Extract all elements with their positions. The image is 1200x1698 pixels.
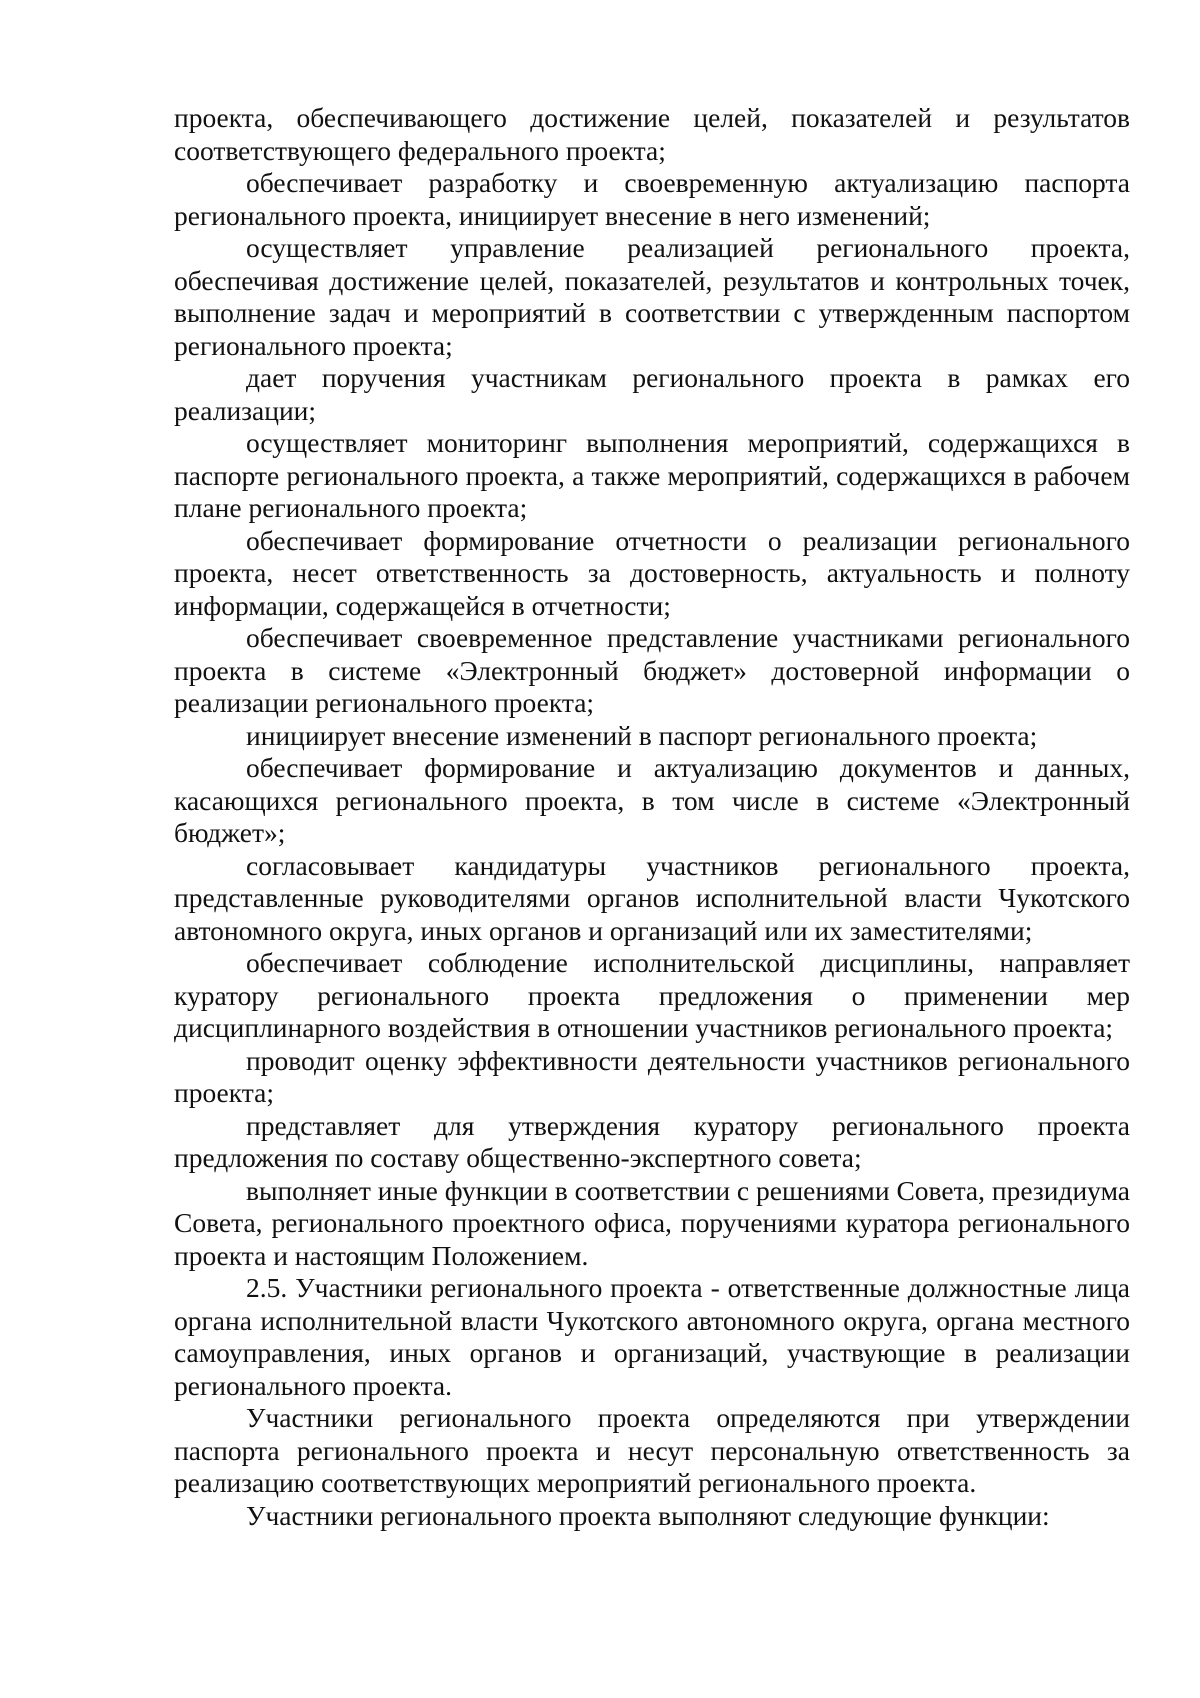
paragraph-item: Участники регионального проекта выполняют следующие функции:	[246, 1499, 1050, 1531]
paragraph-item: выполняет иные функции в соответствии с решениями Совета, президиума Совета, регионального проектного офиса, поручениями куратора регионального проекта и настоящим Положением.	[174, 1174, 1130, 1271]
paragraph-item: обеспечивает своевременное представление участниками регионального проекта в системе «Электронный бюджет» достоверной информации о реализации регионального проекта;	[174, 622, 1130, 718]
paragraph-item: обеспечивает разработку и своевременную актуализацию паспорта регионального проекта, инициирует внесение в него изменений;	[174, 167, 1130, 231]
paragraph-item: осуществляет мониторинг выполнения мероприятий, содержащихся в паспорте регионального проекта, а также мероприятий, содержащихся в рабочем плане регионального проекта;	[174, 427, 1130, 523]
paragraph-item: инициирует внесение изменений в паспорт регионального проекта;	[246, 719, 1038, 751]
paragraph-item: согласовывает кандидатуры участников регионального проекта, представленные руководителями органов исполнительной власти Чукотского автономного округа, иных органов и организаций или их заместителями;	[174, 849, 1130, 946]
paragraph-item: осуществляет управление реализацией регионального проекта, обеспечивая достижение целей, показателей, результатов и контрольных точек, выполнение задач и мероприятий в соответствии с утвержденным паспортом регионального проекта;	[174, 232, 1130, 361]
paragraph-item: Участники регионального проекта определяются при утверждении паспорта регионального проекта и несут персональную ответственность за реализацию соответствующих мероприятий регионального проекта.	[174, 1402, 1130, 1498]
document-body	[174, 102, 1130, 1532]
paragraph-item: проводит оценку эффективности деятельности участников регионального проекта;	[174, 1044, 1130, 1108]
paragraph-continuation: проекта, обеспечивающего достижение целей, показателей и результатов соответствующего федерального проекта;	[174, 102, 1130, 166]
paragraph-item: обеспечивает формирование и актуализацию документов и данных, касающихся регионального проекта, в том числе в системе «Электронный бюджет»;	[174, 752, 1130, 848]
section-paragraph: 2.5. Участники регионального проекта - ответственные должностные лица органа исполнительной власти Чукотского автономного округа, органа местного самоуправления, иных органов и организаций, участвующие в реализации регионального проекта.	[174, 1272, 1130, 1401]
paragraph-item: обеспечивает формирование отчетности о реализации регионального проекта, несет ответственность за достоверность, актуальность и полноту информации, содержащейся в отчетности;	[174, 524, 1130, 621]
paragraph-item: дает поручения участникам регионального проекта в рамках его реализации;	[174, 362, 1130, 426]
paragraph-item: представляет для утверждения куратору регионального проекта предложения по составу общественно-экспертного совета;	[174, 1109, 1130, 1173]
paragraph-item: обеспечивает соблюдение исполнительской дисциплины, направляет куратору регионального проекта предложения о применении мер дисциплинарного воздействия в отношении участников регионального проекта;	[174, 947, 1130, 1043]
